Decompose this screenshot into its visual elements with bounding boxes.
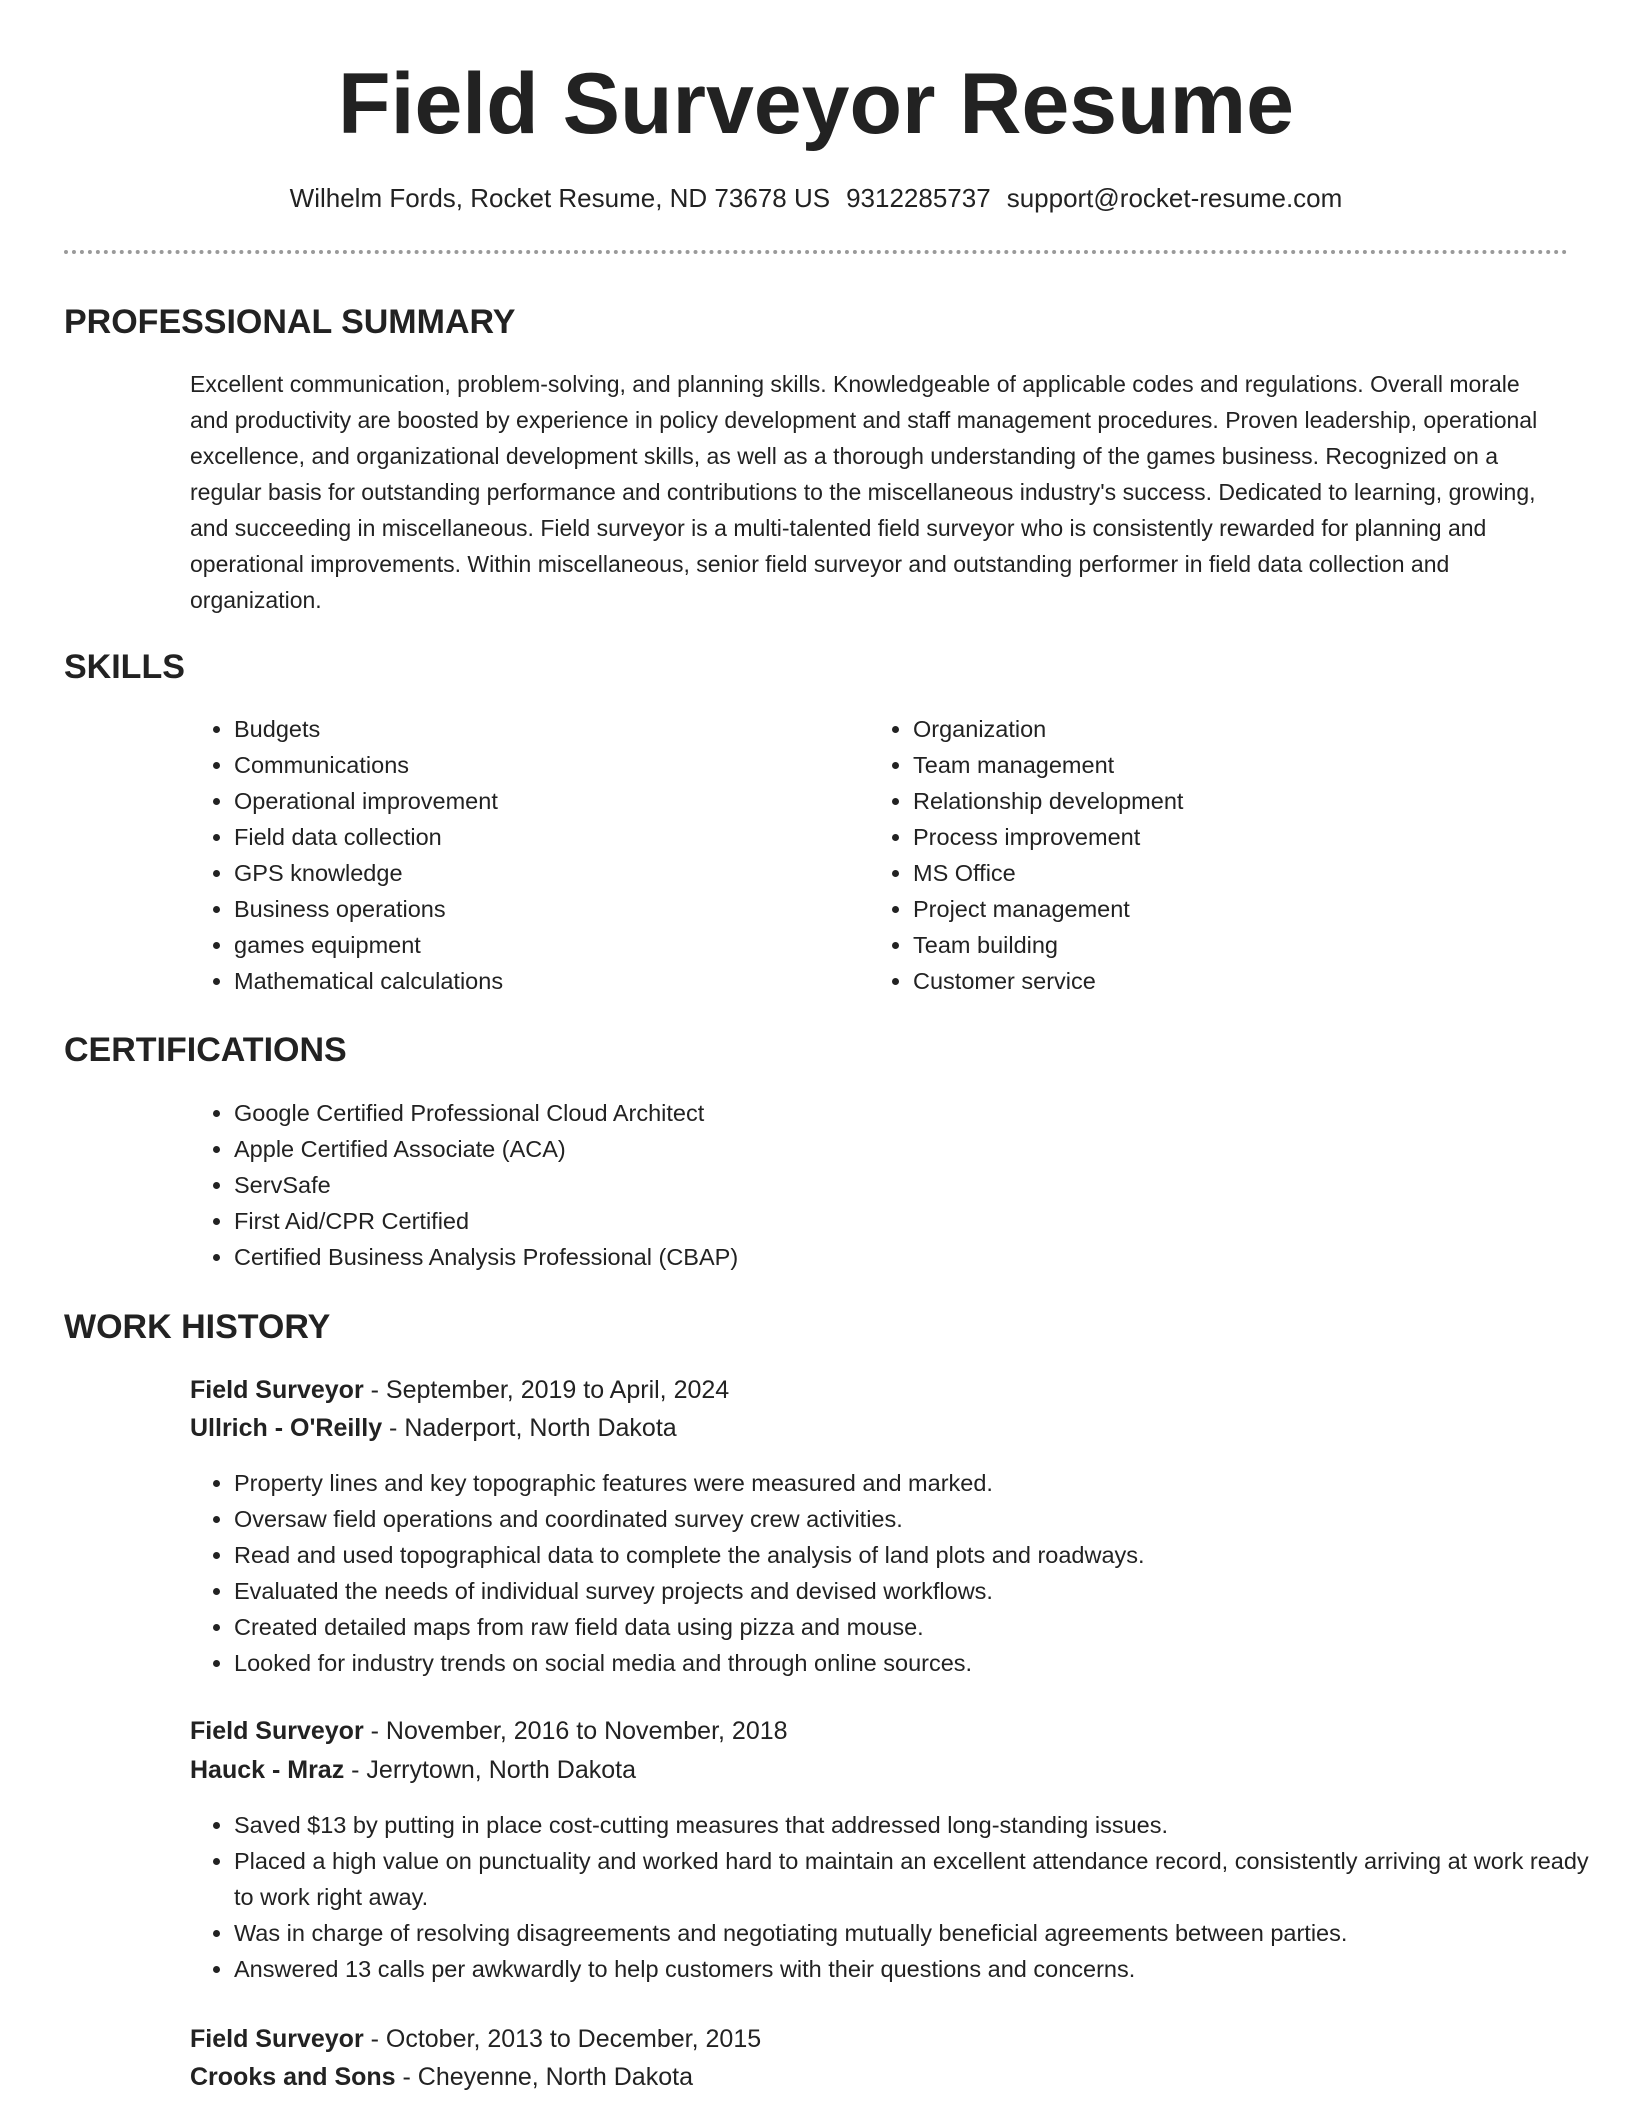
job-title: Field Surveyor: [190, 1717, 364, 1745]
job-bullet: • Oversaw field operations and coordinated survey crew activities.: [234, 1501, 1614, 1537]
certification-item: • Google Certified Professional Cloud Architect: [234, 1095, 1534, 1131]
job-bullet: • Property lines and key topographic features were measured and marked.: [234, 1465, 1614, 1501]
job-dates: - October, 2013 to December, 2015: [363, 2025, 762, 2053]
job-bullet: • Evaluated the needs of individual survey projects and devised workflows.: [234, 1573, 1614, 1609]
certification-item: • First Aid/CPR Certified: [234, 1203, 1534, 1239]
work-history-heading: WORK HISTORY: [64, 1308, 331, 1346]
job-location: - Jerrytown, North Dakota: [344, 1756, 636, 1784]
job-bullets: [190, 1465, 1614, 1681]
job-bullet: • Was in charge of resolving disagreements and negotiating mutually beneficial agreements between parties.: [234, 1915, 1614, 1951]
job-title-line: [190, 2020, 761, 2058]
skill-item: • Budgets: [234, 711, 854, 747]
job-company: Crooks and Sons: [190, 2063, 396, 2091]
skill-item: • Team management: [913, 747, 1533, 783]
job-bullet: • Saved $13 by putting in place cost-cutting measures that addressed long-standing issues.: [234, 1807, 1614, 1843]
skill-item: • Communications: [234, 747, 854, 783]
job-bullets: [190, 1807, 1614, 1987]
skill-item: • Team building: [913, 927, 1533, 963]
job-bullet: • Placed a high value on punctuality and worked hard to maintain an excellent attendance record, consistently arriving at work ready to work right away.: [234, 1843, 1614, 1915]
job-bullet: • Answered 13 calls per awkwardly to help customers with their questions and concerns.: [234, 1951, 1614, 1987]
job-title: Field Surveyor: [190, 2025, 364, 2053]
contact-phone: 9312285737: [846, 183, 991, 213]
skill-item: • Process improvement: [913, 819, 1533, 855]
summary-heading: PROFESSIONAL SUMMARY: [64, 303, 516, 341]
job-title: Field Surveyor: [190, 1376, 364, 1404]
skill-item: • Project management: [913, 891, 1533, 927]
skill-item: • Operational improvement: [234, 783, 854, 819]
job-company-line: [190, 1751, 636, 1789]
job-title-line: [190, 1712, 788, 1750]
job-location: - Naderport, North Dakota: [382, 1414, 677, 1442]
certifications-list: [190, 1095, 1534, 1275]
skill-item: • Customer service: [913, 963, 1533, 999]
skill-item: • Relationship development: [913, 783, 1533, 819]
certification-item: • Certified Business Analysis Professional (CBAP): [234, 1239, 1534, 1275]
job-bullet: • Read and used topographical data to complete the analysis of land plots and roadways.: [234, 1537, 1614, 1573]
contact-line: [0, 180, 1632, 216]
contact-email[interactable]: support@rocket-resume.com: [1006, 183, 1343, 213]
summary-text: Excellent communication, problem-solving, and planning skills. Knowledgeable of applicable codes and regulations. Overall morale and productivity are boosted by experience in policy development and staff management procedures. Proven leadership, operational excellence, and organizational development skills, as well as a thorough understanding of the games business. Recognized on a regular basis for outstanding performance and contributions to the miscellaneous industry's success. Dedicated to learning, growing, and succeeding in miscellaneous. Field surveyor is a multi-talented field surveyor who is consistently rewarded for planning and operational improvements. Within miscellaneous, senior field surveyor and outstanding performer in field data collection and organization.: [190, 371, 1538, 613]
skill-item: • Organization: [913, 711, 1533, 747]
skills-list-right: [869, 711, 1533, 999]
skill-item: • games equipment: [234, 927, 854, 963]
job-title-line: [190, 1371, 729, 1409]
skill-item: • Field data collection: [234, 819, 854, 855]
certifications-heading: CERTIFICATIONS: [64, 1031, 347, 1069]
skills-list-left: [190, 711, 854, 999]
certification-item: • Apple Certified Associate (ACA): [234, 1131, 1534, 1167]
job-company-line: [190, 2058, 693, 2096]
resume-title: Field Surveyor Resume: [338, 56, 1294, 152]
job-company-line: [190, 1409, 677, 1447]
job-location: - Cheyenne, North Dakota: [395, 2063, 693, 2091]
skill-item: • Business operations: [234, 891, 854, 927]
skill-item: • Mathematical calculations: [234, 963, 854, 999]
skill-item: • MS Office: [913, 855, 1533, 891]
skills-heading: SKILLS: [64, 648, 185, 686]
job-dates: - September, 2019 to April, 2024: [363, 1376, 730, 1404]
header-divider: [64, 250, 1568, 254]
skill-item: • GPS knowledge: [234, 855, 854, 891]
job-company: Ullrich - O'Reilly: [190, 1414, 383, 1442]
job-bullet: • Looked for industry trends on social media and through online sources.: [234, 1645, 1614, 1681]
job-dates: - November, 2016 to November, 2018: [363, 1717, 788, 1745]
contact-address: Wilhelm Fords, Rocket Resume, ND 73678 US: [289, 183, 831, 213]
job-bullet: • Created detailed maps from raw field data using pizza and mouse.: [234, 1609, 1614, 1645]
certification-item: • ServSafe: [234, 1167, 1534, 1203]
job-company: Hauck - Mraz: [190, 1756, 345, 1784]
